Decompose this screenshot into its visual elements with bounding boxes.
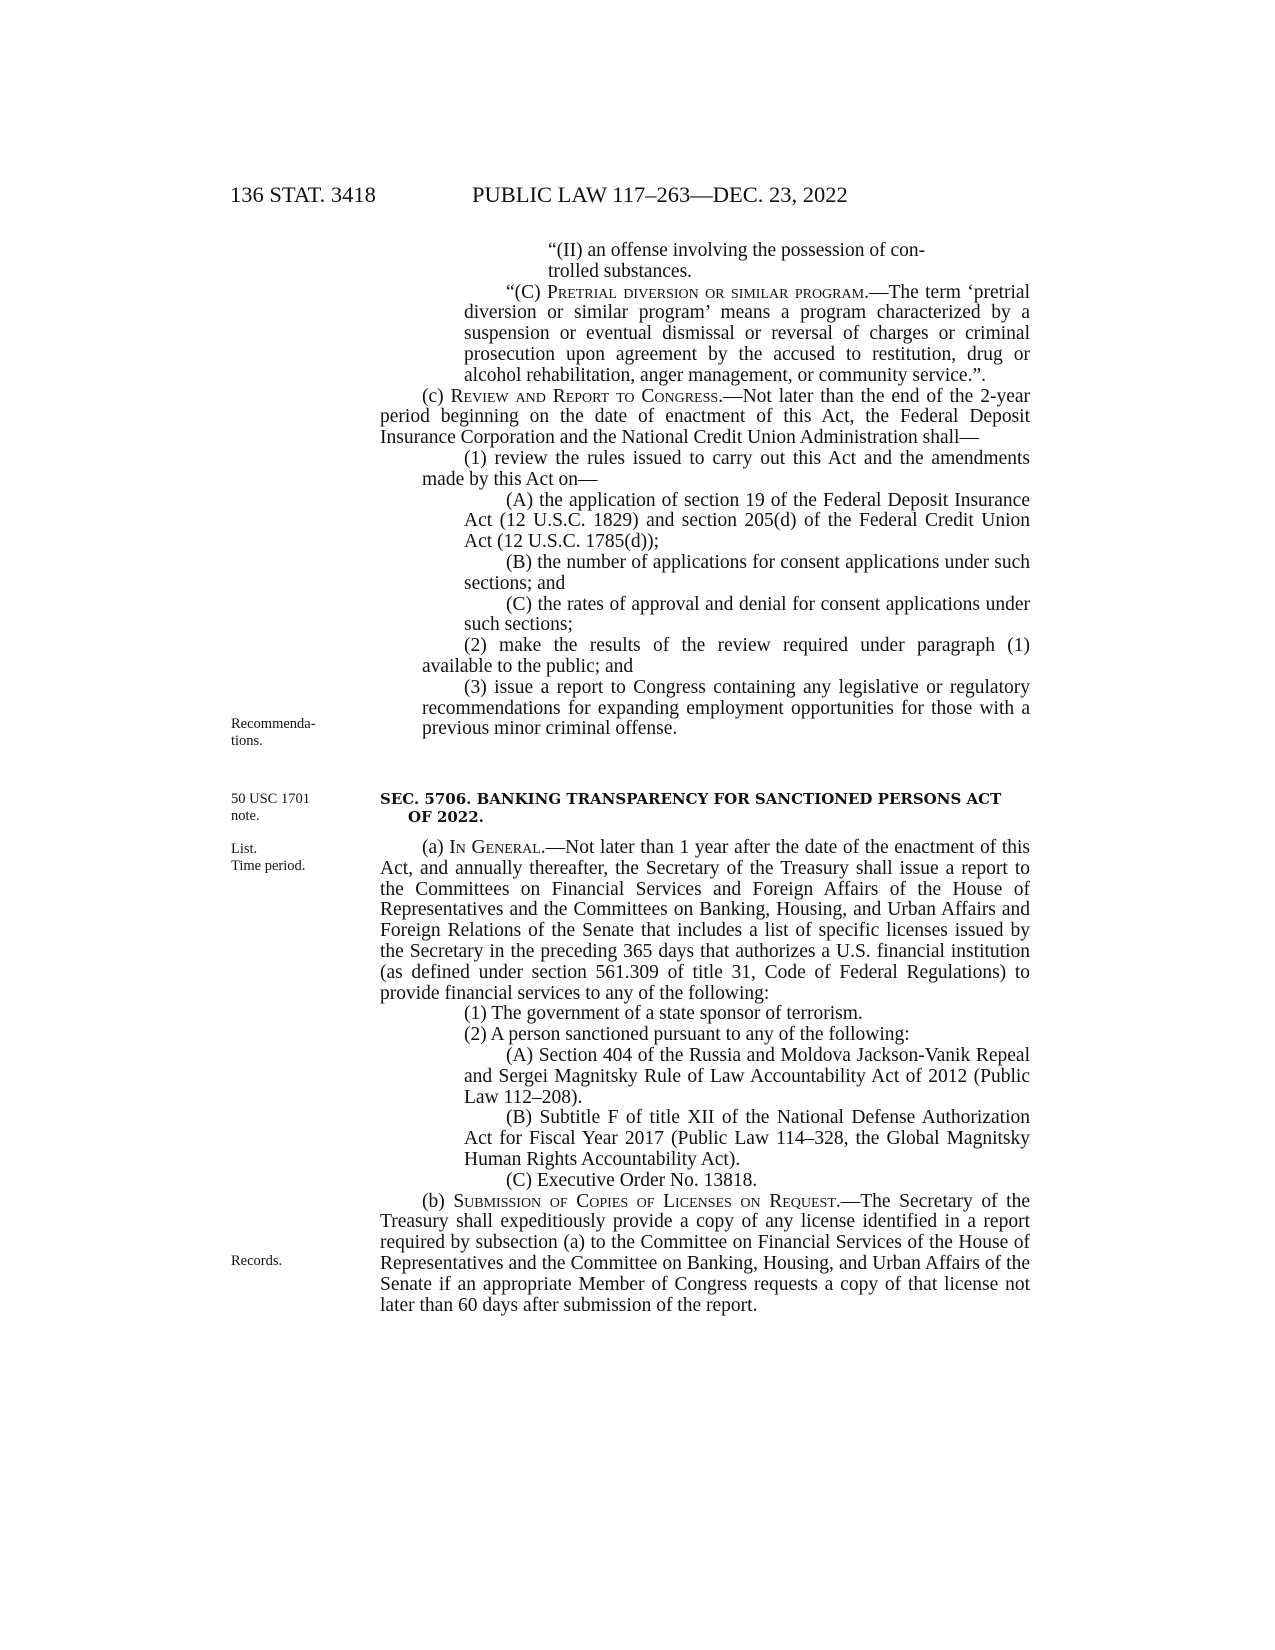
paragraph-a1: (1) The government of a state sponsor of terrorism. [464, 1003, 863, 1025]
margin-note-usc: 50 USC 1701 note. [231, 791, 310, 824]
paragraph-a-in-general: (a) In General.—Not later than 1 year after the date of the enactment of this Act, and annually thereafter, the Secretary of the Treasury shall issue a report to the Committees on Financial Services and Foreign Affairs of the House of Representatives and the Committees on Banking, Housing, and Urban Affairs and Foreign Relations of the Senate that includes a list of specific licenses issued by the Secretary in the preceding 365 days that authorizes a U.S. financial institution (as defined under section 561.309 of title 31, Code of Federal Regulations) to provide financial services to any of the following: [380, 837, 1030, 1004]
paragraph-c1b: (B) the number of applications for consent applications under such sections; and [464, 551, 1030, 594]
body-text-upper [380, 241, 1030, 740]
paragraph-a2a: (A) Section 404 of the Russia and Moldova Jackson-Vanik Repeal and Sergei Magnitsky Rule of Law Accountability Act of 2012 (Public Law 112–208). [464, 1044, 1030, 1108]
paragraph-a2b: (B) Subtitle F of title XII of the National Defense Authorization Act for Fiscal Year 2017 (Public Law 114–328, the Global Magnitsky Human Rights Accountability Act). [464, 1107, 1030, 1170]
paragraph-a2c: (C) Executive Order No. 13818. [506, 1169, 758, 1191]
public-law-title: PUBLIC LAW 117–263—DEC. 23, 2022 [472, 182, 848, 207]
section-heading: SEC. 5706. BANKING TRANSPARENCY FOR SANCTIONED PERSONS ACT OF 2022. [380, 790, 1002, 826]
paragraph-c-review: (c) Review and Report to Congress.—Not later than the end of the 2-year period beginning on the date of enactment of this Act, the Federal Deposit Insurance Corporation and the National Credit Union Administration shall— [380, 385, 1031, 449]
paragraph-c1: (1) review the rules issued to carry out this Act and the amendments made by this Act on— [422, 447, 1030, 490]
margin-note-records: Records. [231, 1253, 283, 1269]
paragraph-ii: “(II) an offense involving the possession of con- trolled substances. [548, 240, 926, 282]
paragraph-pretrial-diversion: “(C) Pretrial diversion or similar program.—The term ‘pretrial diversion or similar program’ means a program characterized by a suspension or eventual dismissal or reversal of charges or criminal prosecution upon agreement by the accused to restitution, drug or alcohol rehabilitation, anger management, or community service.”. [464, 281, 1031, 386]
paragraph-c3: (3) issue a report to Congress containing any legislative or regulatory recommendations for expanding employment opportunities for those with a previous minor criminal offense. [422, 676, 1030, 740]
paragraph-c1a: (A) the application of section 19 of the Federal Deposit Insurance Act (12 U.S.C. 1829) and section 205(d) of the Federal Credit Union Act (12 U.S.C. 1785(d)); [464, 489, 1030, 553]
margin-note-list-time-period: List. Time period. [231, 841, 306, 874]
paragraph-a2: (2) A person sanctioned pursuant to any of the following: [464, 1024, 910, 1046]
paragraph-c2: (2) make the results of the review required under paragraph (1) available to the public; and [422, 635, 1030, 677]
margin-note-recommendations: Recommenda- tions. [231, 716, 316, 749]
section-heading-block [380, 791, 1030, 826]
paragraph-c1c: (C) the rates of approval and denial for consent applications under such sections; [464, 593, 1030, 636]
body-text-lower [380, 838, 1030, 1316]
statute-citation: 136 STAT. 3418 [230, 182, 376, 207]
paragraph-b-submission: (b) Submission of Copies of Licenses on Request.—The Secretary of the Treasury shall expeditiously provide a copy of any license identified in a report required by subsection (a) to the Committee on Financial Services of the House of Representatives and the Committee on Banking, Housing, and Urban Affairs of the Senate if an appropriate Member of Congress requests a copy of that license not later than 60 days after submission of the report. [380, 1190, 1030, 1316]
page-header [0, 182, 1275, 216]
